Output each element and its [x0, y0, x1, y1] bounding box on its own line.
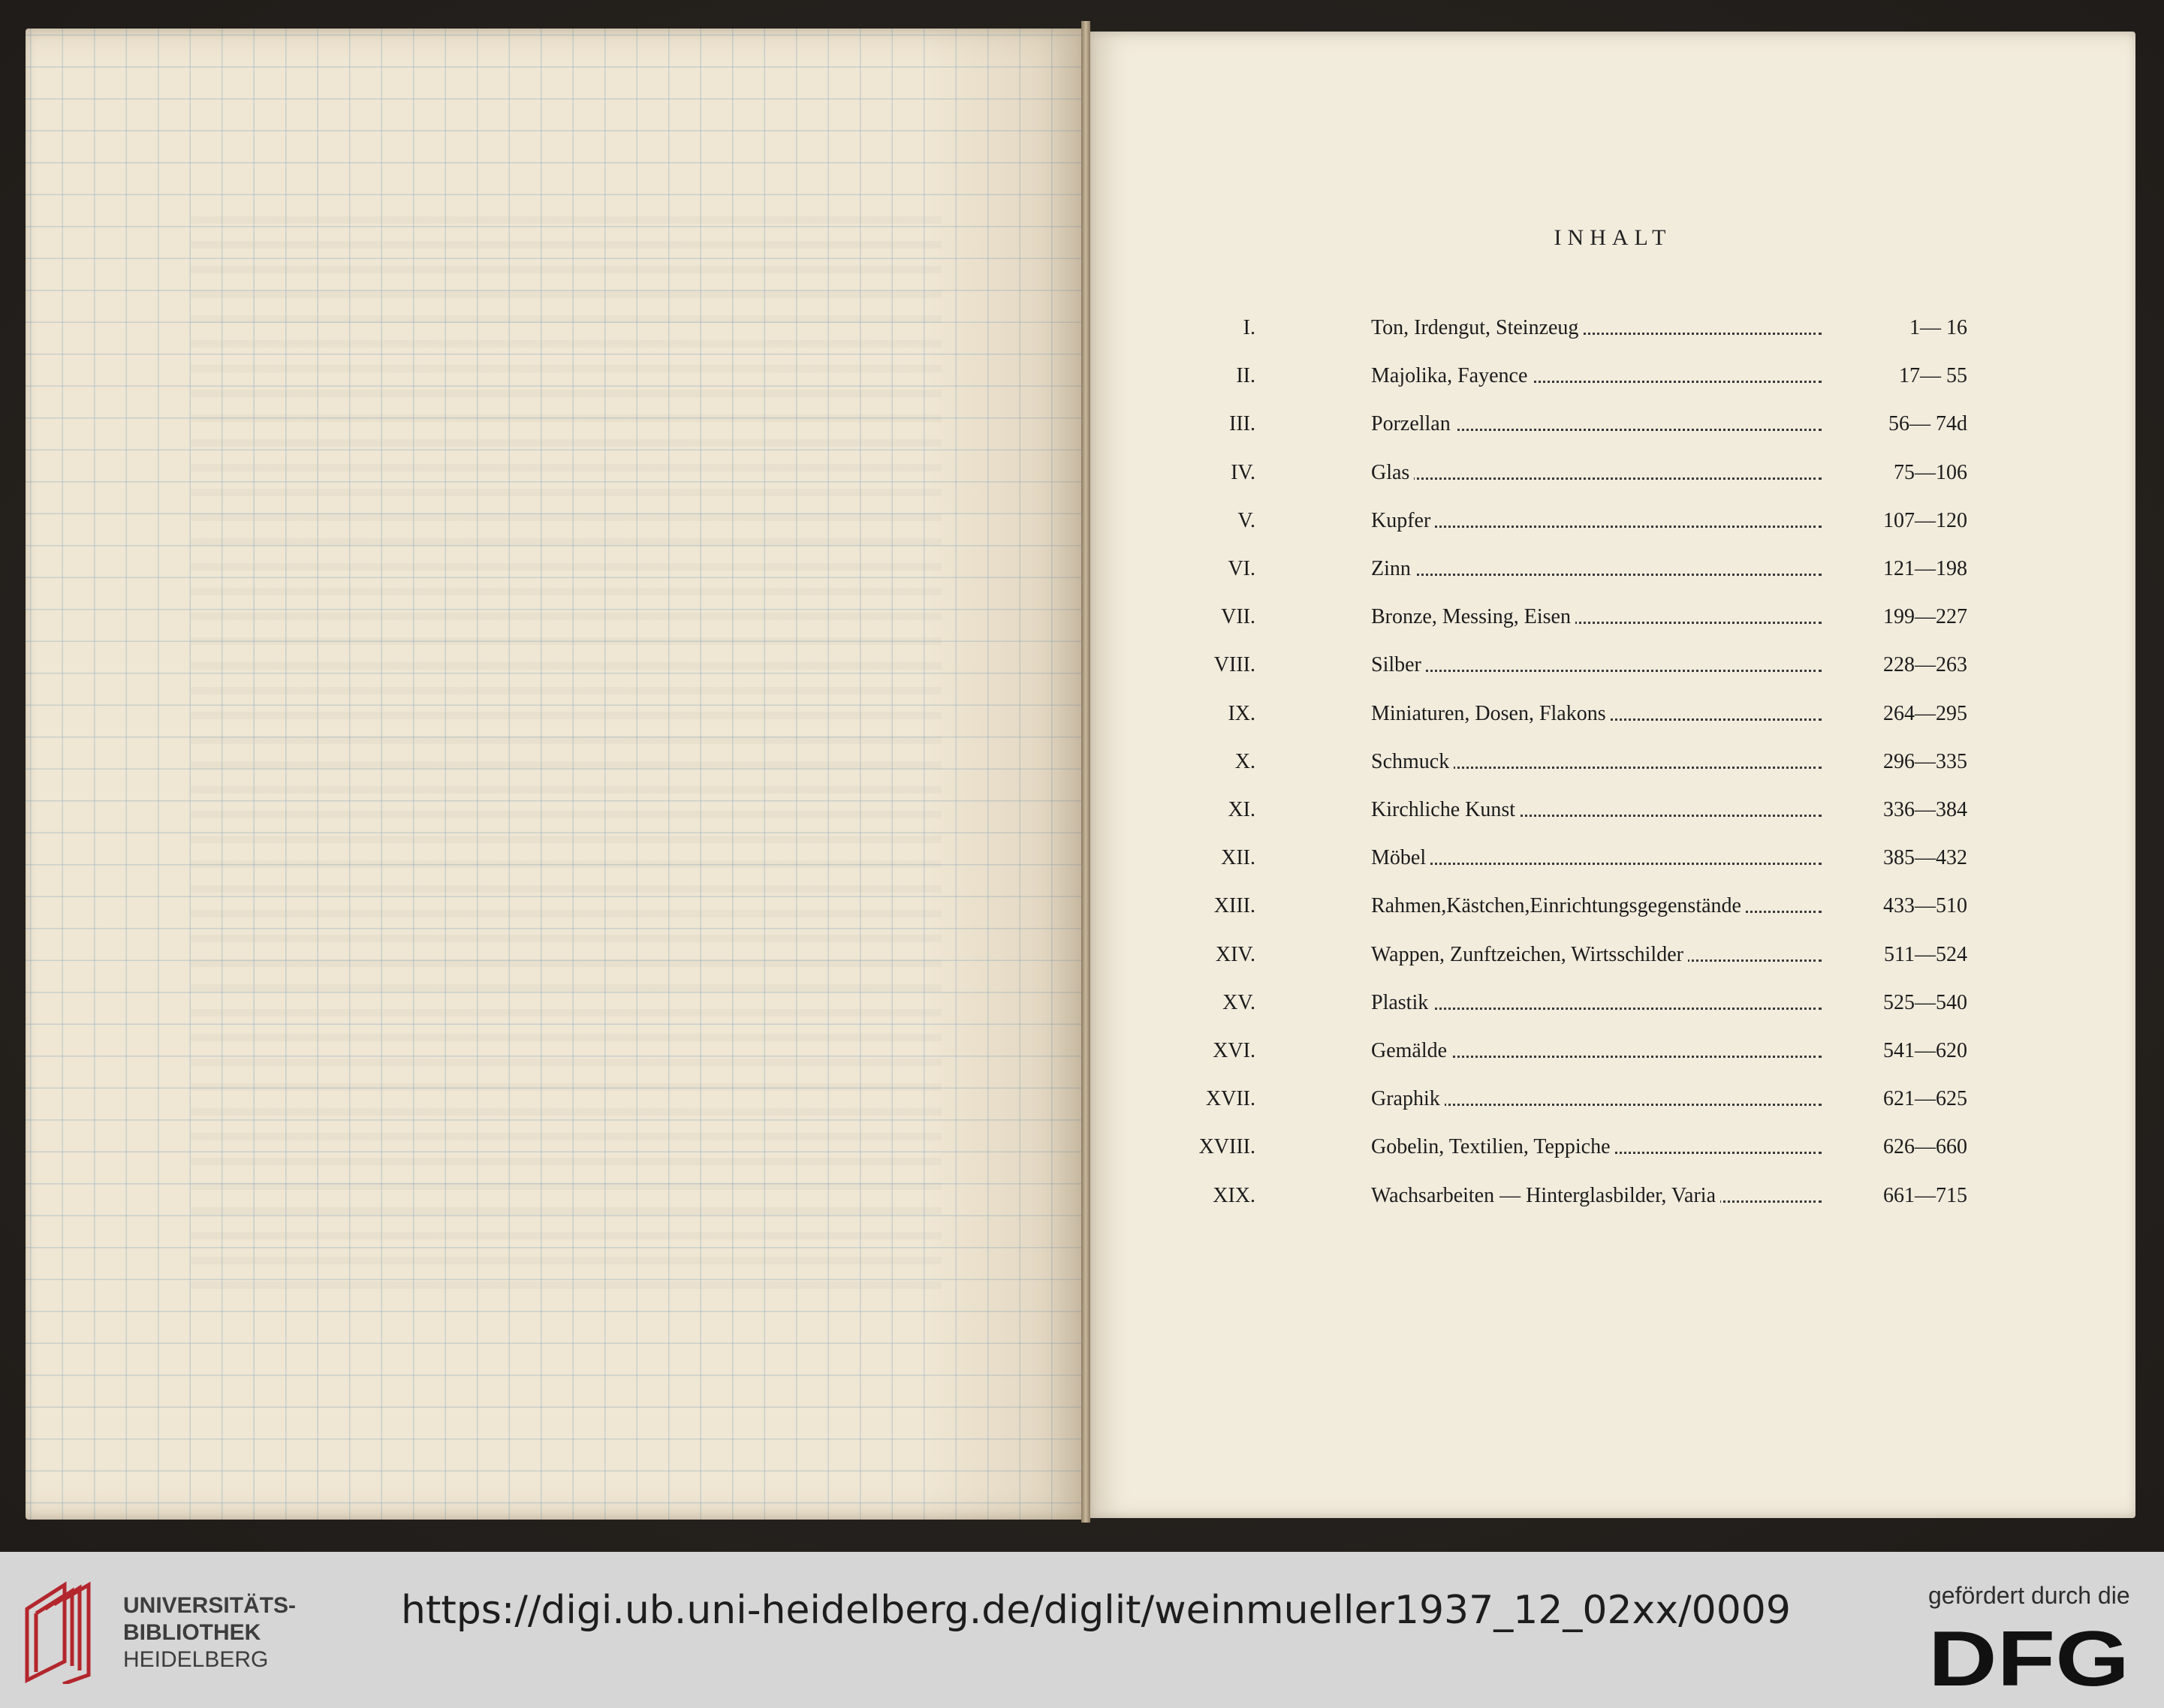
toc-entry-label: Wappen, Zunftzeichen, Wirtsschilder: [1371, 943, 1688, 966]
toc-entry-page-range: 199—227: [1883, 605, 1967, 629]
toc-entry-label-leader: [1371, 1181, 1822, 1211]
toc-entry-label: Kupfer: [1371, 509, 1435, 532]
toc-entry-page-range: 121—198: [1883, 557, 1967, 580]
toc-entry-page-range: 433—510: [1883, 894, 1967, 918]
toc-entry: [1090, 361, 2135, 391]
university-library-logo-icon: [20, 1579, 110, 1684]
toc-entry-number: I.: [1243, 316, 1255, 339]
toc-entry-label-leader: [1371, 409, 1822, 439]
toc-entry-page-range: 264—295: [1883, 701, 1967, 725]
toc-entry-label-leader: [1371, 554, 1822, 584]
toc-entry-page-range: 75—106: [1894, 460, 1967, 484]
toc-entry-number: V.: [1237, 508, 1255, 532]
toc-entry: [1090, 506, 2135, 536]
toc-entry: [1090, 313, 2135, 343]
toc-entry-page-range: 511—524: [1884, 942, 1967, 966]
toc-entry-number: XIII.: [1213, 894, 1255, 918]
toc-entry-page-range: 336—384: [1883, 798, 1967, 821]
toc-entry-label: Porzellan: [1371, 412, 1455, 435]
toc-entry-label-leader: [1371, 1036, 1822, 1066]
toc-entry: [1090, 458, 2135, 488]
toc-entry-label-leader: [1371, 458, 1822, 488]
toc-entry-label: Rahmen,Kästchen,Einrichtungsgegenstände: [1371, 894, 1746, 917]
toc-entry: [1090, 747, 2135, 777]
toc-entry: [1090, 1036, 2135, 1066]
right-page-contents: [1090, 32, 2135, 1518]
toc-entry-number: XVII.: [1205, 1087, 1255, 1111]
toc-entry-label-leader: [1371, 361, 1822, 391]
toc-entry-label-leader: [1371, 1132, 1822, 1162]
toc-entry-number: X.: [1234, 749, 1255, 773]
library-name-line1: UNIVERSITÄTS-: [123, 1593, 297, 1618]
toc-entry: [1090, 1084, 2135, 1114]
toc-entry-label: Zinn: [1371, 557, 1415, 580]
toc-entry: [1090, 650, 2135, 680]
library-name-line3: HEIDELBERG: [123, 1647, 269, 1672]
left-page-grid-paper: [26, 29, 1086, 1520]
toc-entry-number: III.: [1229, 412, 1255, 436]
toc-entry: [1090, 1132, 2135, 1162]
toc-entry-label: Wachsarbeiten — Hinterglasbilder, Varia: [1371, 1184, 1720, 1207]
toc-entry-label-leader: [1371, 699, 1822, 729]
toc-entry-page-range: 626—660: [1883, 1135, 1967, 1159]
toc-entry-label: Miniaturen, Dosen, Flakons: [1371, 702, 1611, 725]
toc-entry-label-leader: [1371, 843, 1822, 873]
toc-entry-label: Bronze, Messing, Eisen: [1371, 605, 1575, 628]
toc-entry-page-range: 228—263: [1883, 653, 1967, 677]
toc-entry-label: Majolika, Fayence: [1371, 364, 1532, 387]
toc-entry: [1090, 409, 2135, 439]
toc-entry-label-leader: [1371, 602, 1822, 632]
toc-entry-label-leader: [1371, 891, 1822, 921]
toc-entry-number: XV.: [1222, 990, 1255, 1014]
toc-entry-label-leader: [1371, 795, 1822, 825]
toc-entry-label: Glas: [1371, 461, 1414, 484]
toc-entry: [1090, 554, 2135, 584]
toc-entry-label: Gemälde: [1371, 1039, 1451, 1062]
toc-entry-label: Graphik: [1371, 1087, 1445, 1110]
toc-entry: [1090, 602, 2135, 632]
toc-entry-label-leader: [1371, 1084, 1822, 1114]
toc-entry-number: XII.: [1221, 846, 1255, 870]
toc-entry-number: VII.: [1221, 605, 1255, 629]
toc-entry-number: VIII.: [1213, 653, 1255, 677]
toc-entry-page-range: 1— 16: [1909, 316, 1967, 339]
toc-entry: [1090, 940, 2135, 970]
toc-entry-number: XIX.: [1213, 1183, 1255, 1207]
permalink-url[interactable]: https://digi.ub.uni-heidelberg.de/diglit/weinmueller1937_12_02xx/0009: [401, 1588, 1791, 1633]
library-name-line2: BIBLIOTHEK: [123, 1620, 261, 1645]
toc-entry-number: IX.: [1228, 701, 1255, 725]
page-title: INHALT: [1554, 225, 1672, 250]
dfg-logo-text: DFG: [1928, 1622, 2129, 1690]
toc-entry-label: Silber: [1371, 653, 1426, 676]
toc-entry-number: VI.: [1228, 557, 1255, 580]
toc-entry-label: Kirchliche Kunst: [1371, 798, 1520, 821]
dfg-logo-icon: [1928, 1622, 2131, 1690]
toc-entry-label-leader: [1371, 313, 1822, 343]
toc-entry-label-leader: [1371, 747, 1822, 777]
toc-entry-number: XVI.: [1213, 1039, 1255, 1062]
toc-entry-label-leader: [1371, 940, 1822, 970]
toc-entry: [1090, 891, 2135, 921]
toc-entry-page-range: 56— 74d: [1888, 412, 1967, 436]
toc-entry-page-range: 525—540: [1883, 990, 1967, 1014]
toc-entry-label-leader: [1371, 988, 1822, 1018]
toc-entry-label-leader: [1371, 506, 1822, 536]
bleed-through-text: [191, 216, 942, 1305]
toc-entry: [1090, 843, 2135, 873]
toc-entry-number: XI.: [1228, 798, 1255, 821]
toc-entry-number: II.: [1236, 364, 1255, 388]
footer-banner: [0, 1552, 2164, 1708]
funded-by-label: gefördert durch die: [1928, 1582, 2130, 1609]
toc-entry-number: IV.: [1231, 460, 1255, 484]
toc-entry-page-range: 541—620: [1883, 1039, 1967, 1062]
toc-entry-label: Gobelin, Textilien, Teppiche: [1371, 1135, 1615, 1158]
toc-entry-label: Möbel: [1371, 846, 1430, 869]
toc-entry-number: XIV.: [1215, 942, 1255, 966]
toc-entry-number: XVIII.: [1198, 1135, 1255, 1159]
toc-entry-page-range: 17— 55: [1899, 364, 1967, 388]
toc-entry-label: Plastik: [1371, 991, 1433, 1014]
toc-entry-label: Schmuck: [1371, 750, 1454, 773]
toc-entry: [1090, 988, 2135, 1018]
book-spine: [1081, 21, 1090, 1523]
toc-entry-page-range: 107—120: [1883, 508, 1967, 532]
toc-entry-label: Ton, Irdengut, Steinzeug: [1371, 316, 1583, 339]
toc-entry-page-range: 661—715: [1883, 1183, 1967, 1207]
toc-entry: [1090, 699, 2135, 729]
toc-entry-page-range: 296—335: [1883, 749, 1967, 773]
toc-entry-label-leader: [1371, 650, 1822, 680]
toc-entry: [1090, 795, 2135, 825]
toc-entry-page-range: 621—625: [1883, 1087, 1967, 1111]
toc-entry: [1090, 1181, 2135, 1211]
toc-entry-page-range: 385—432: [1883, 846, 1967, 870]
library-name: [123, 1592, 296, 1673]
